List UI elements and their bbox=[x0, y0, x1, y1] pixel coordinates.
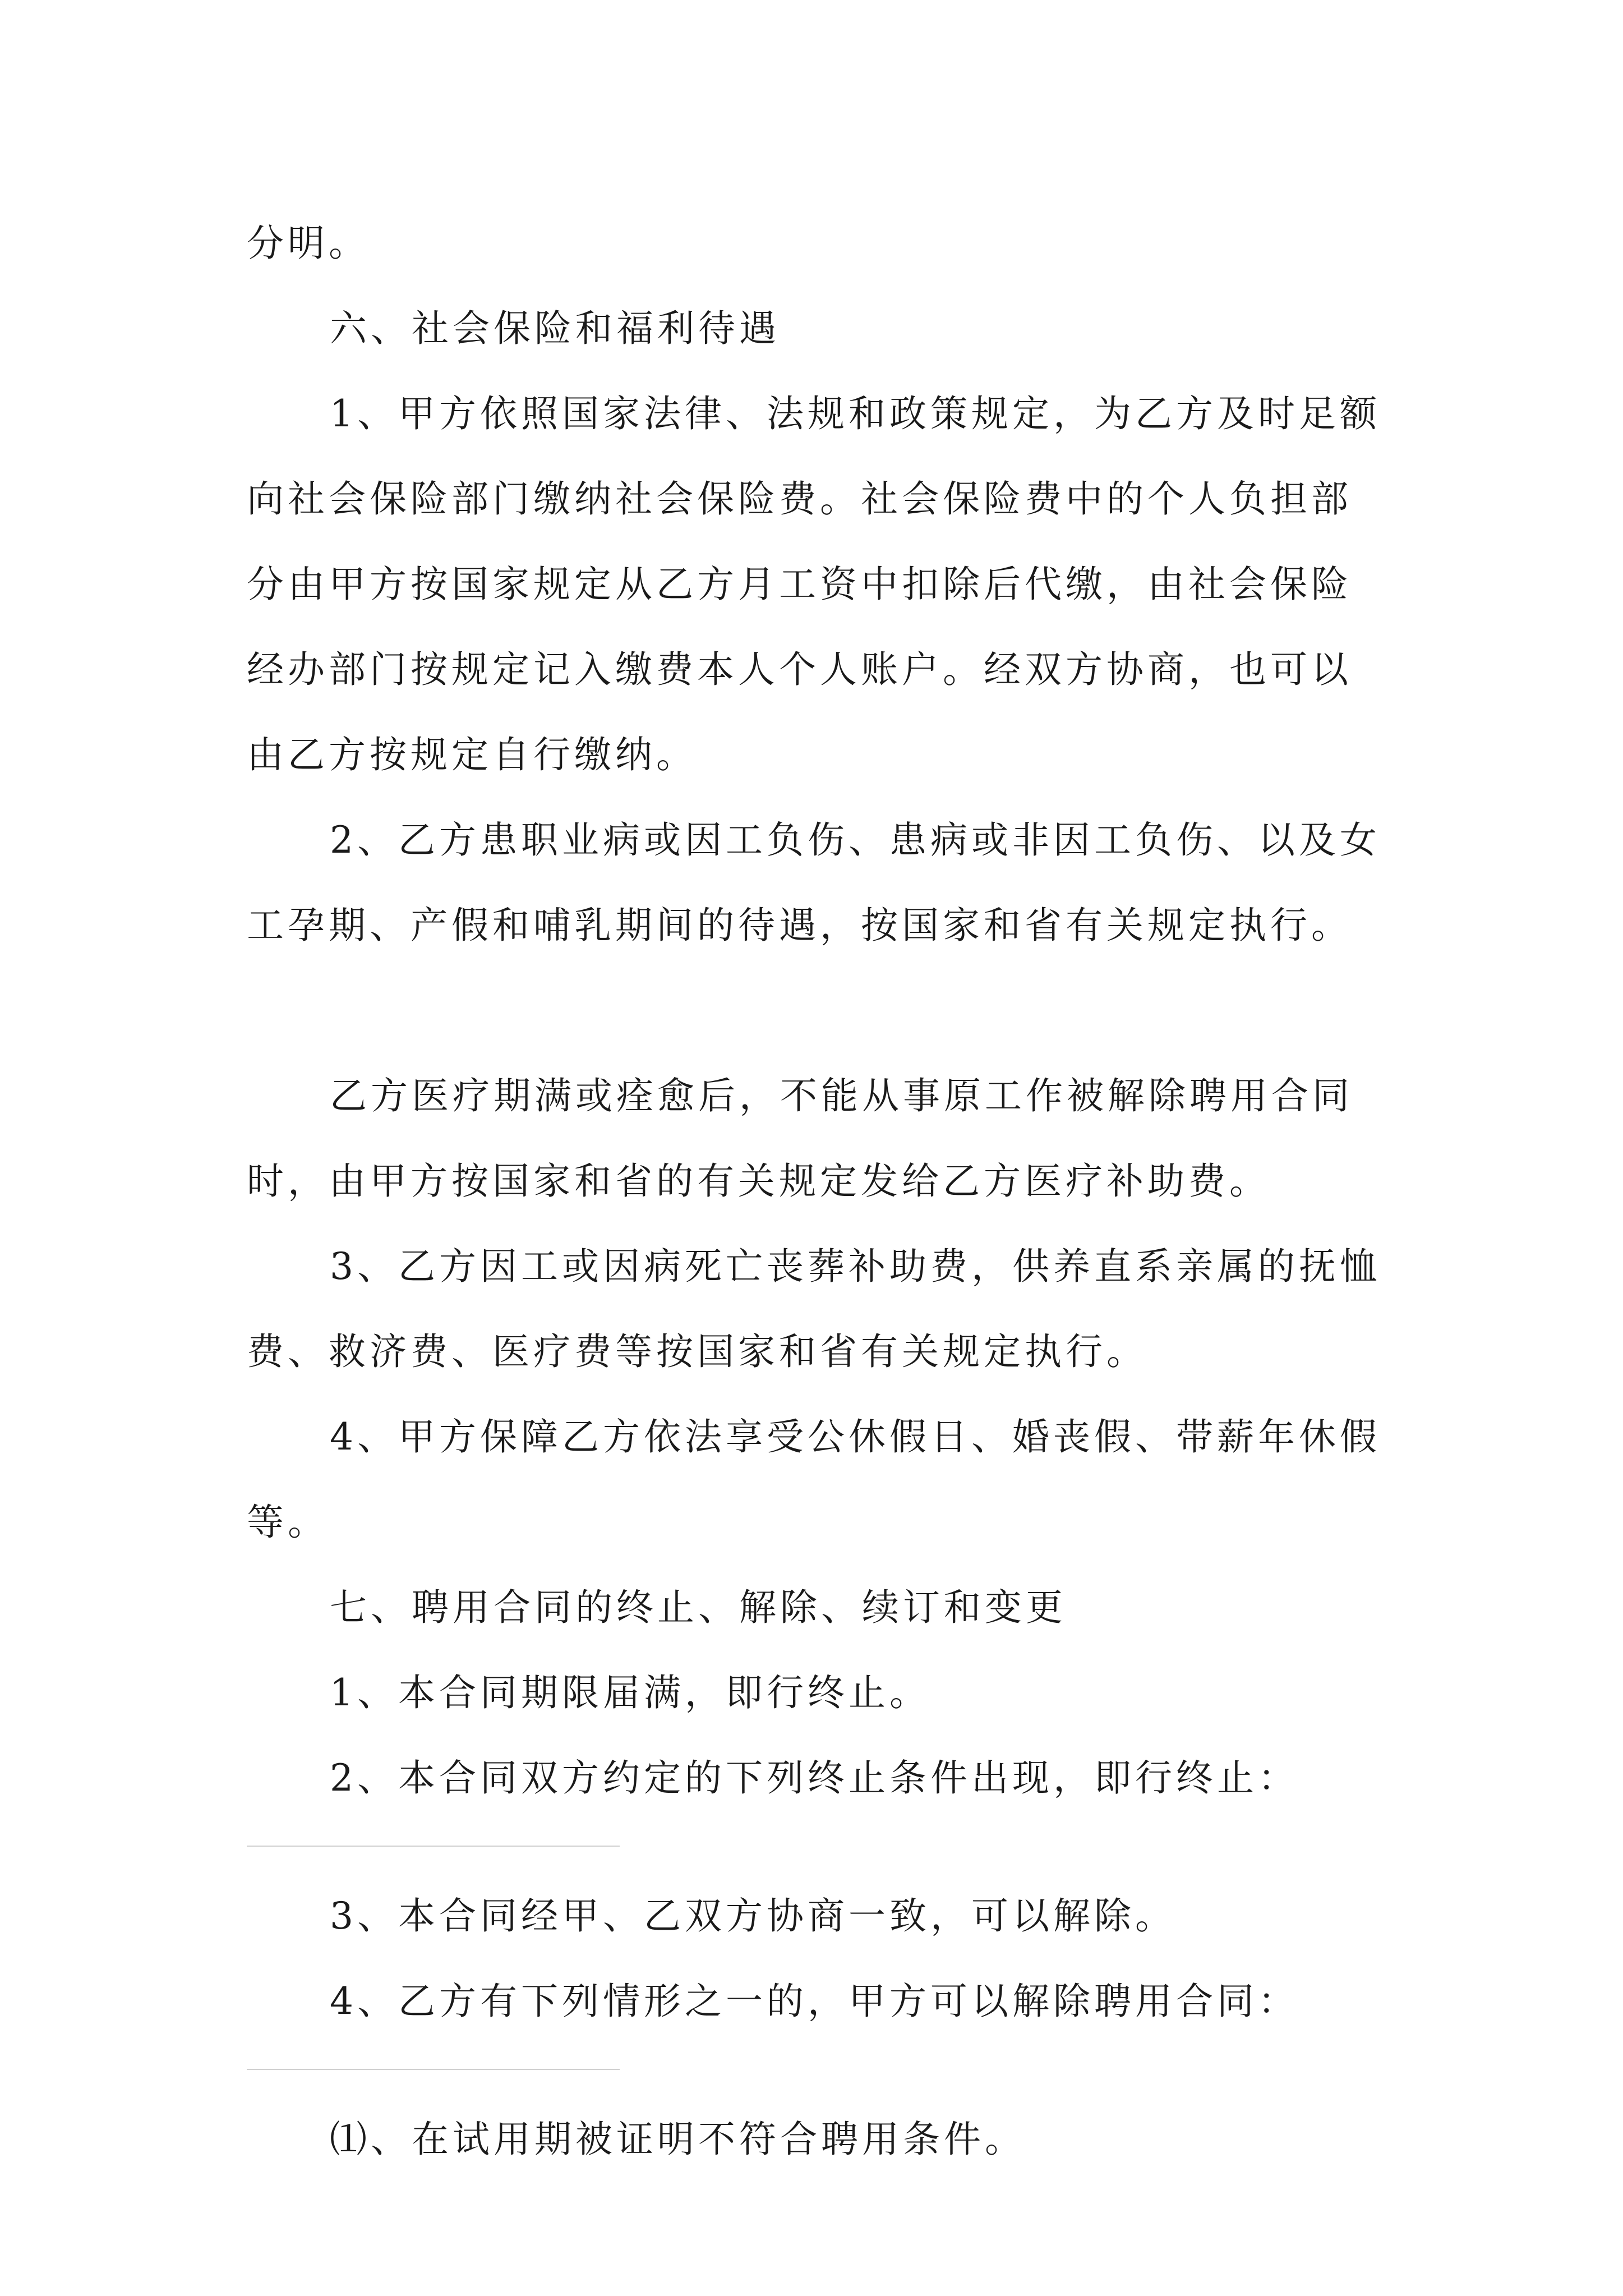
section-heading-social-insurance: 六、社会保险和福利待遇 bbox=[330, 307, 780, 350]
paragraph-termination-1: 1、本合同期限届满，即行终止。 bbox=[330, 1671, 930, 1714]
divider-line bbox=[247, 2069, 620, 2070]
paragraph-termination-4: 4、乙方有下列情形之一的，甲方可以解除聘用合同： bbox=[330, 1980, 1299, 2023]
paragraph-subclause-1: ⑴、在试用期被证明不符合聘用条件。 bbox=[330, 2118, 1026, 2161]
paragraph-clause-1: 1、甲方依照国家法律、法规和政策规定，为乙方及时足额向社会保险部门缴纳社会保险费。社会保险费中的个人负担部分由甲方按国家规定从乙方月工资中扣除后代缴，由社会保险经办部门按规定记入缴费本人个人账户。经双方协商，也可以由乙方按规定自行缴纳。 bbox=[247, 392, 1381, 776]
paragraph-clause-3: 3、乙方因工或因病死亡丧葬补助费，供养直系亲属的抚恤费、救济费、医疗费等按国家和省有关规定执行。 bbox=[247, 1245, 1381, 1373]
paragraph-medical-subsidy: 乙方医疗期满或痊愈后，不能从事原工作被解除聘用合同时，由甲方按国家和省的有关规定发给乙方医疗补助费。 bbox=[247, 1074, 1353, 1203]
paragraph-termination-3: 3、本合同经甲、乙双方协商一致，可以解除。 bbox=[330, 1894, 1176, 1938]
section-heading-termination: 七、聘用合同的终止、解除、续订和变更 bbox=[330, 1586, 1067, 1629]
paragraph-continuation: 分明。 bbox=[247, 222, 370, 265]
paragraph-clause-4: 4、甲方保障乙方依法享受公休假日、婚丧假、带薪年休假等。 bbox=[247, 1415, 1381, 1544]
paragraph-termination-2: 2、本合同双方约定的下列终止条件出现，即行终止： bbox=[330, 1756, 1299, 1800]
divider-line bbox=[247, 1846, 620, 1847]
paragraph-clause-2: 2、乙方患职业病或因工负伤、患病或非因工负伤、以及女工孕期、产假和哺乳期间的待遇，按国家和省有关规定执行。 bbox=[247, 818, 1381, 947]
